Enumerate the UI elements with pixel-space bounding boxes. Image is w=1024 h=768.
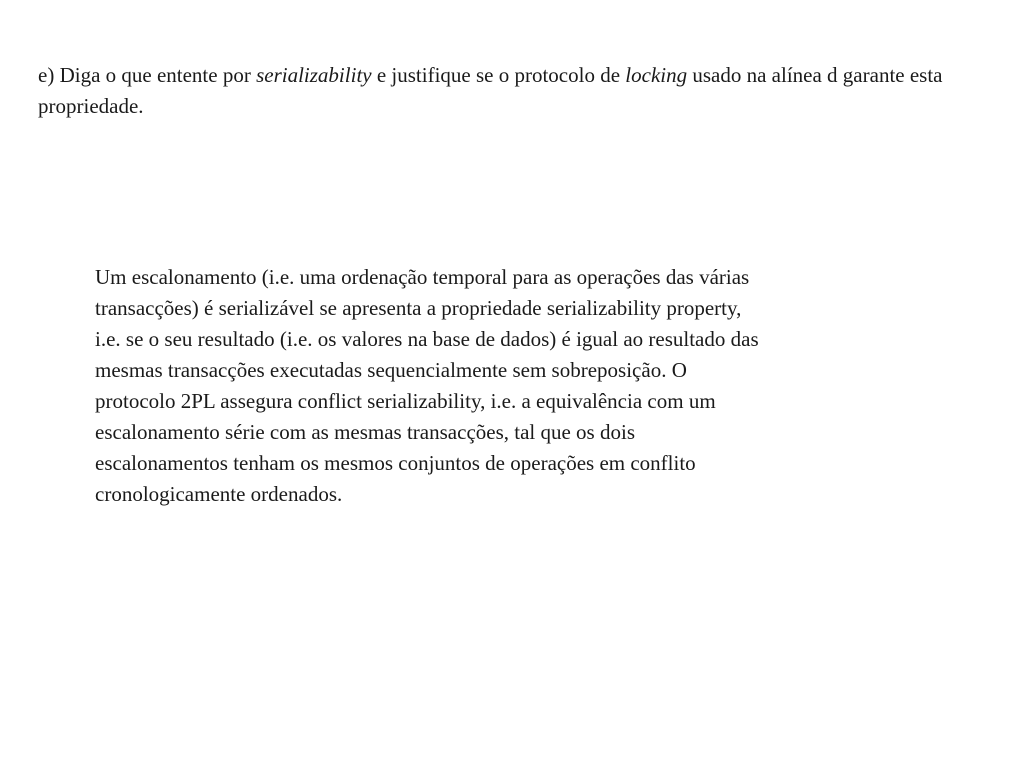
- question-part-1: e) Diga o que entente por: [38, 63, 257, 87]
- term-serializability: serializability: [256, 63, 372, 87]
- answer-line: i.e. se o seu resultado (i.e. os valores na base de dados) é igual ao resultado das: [95, 327, 759, 351]
- answer-line: transacções) é serializável se apresenta a propriedade serializability property,: [95, 296, 742, 320]
- question-part-2: e justifique se o protocolo de: [371, 63, 626, 87]
- answer-line: escalonamento série com as mesmas transacções, tal que os dois: [95, 420, 635, 444]
- answer-line: mesmas transacções executadas sequencialmente sem sobreposição. O: [95, 358, 687, 382]
- question-text: [38, 60, 998, 122]
- term-locking: locking: [625, 63, 688, 87]
- answer-line: escalonamentos tenham os mesmos conjuntos de operações em conflito: [95, 451, 696, 475]
- answer-text: [95, 262, 925, 510]
- answer-line: protocolo 2PL assegura conflict serializability, i.e. a equivalência com um: [95, 389, 716, 413]
- question-part-3: usado na alínea d garante esta propriedade.: [38, 63, 943, 118]
- answer-line: cronologicamente ordenados.: [95, 482, 343, 506]
- answer-line: Um escalonamento (i.e. uma ordenação temporal para as operações das várias: [95, 265, 750, 289]
